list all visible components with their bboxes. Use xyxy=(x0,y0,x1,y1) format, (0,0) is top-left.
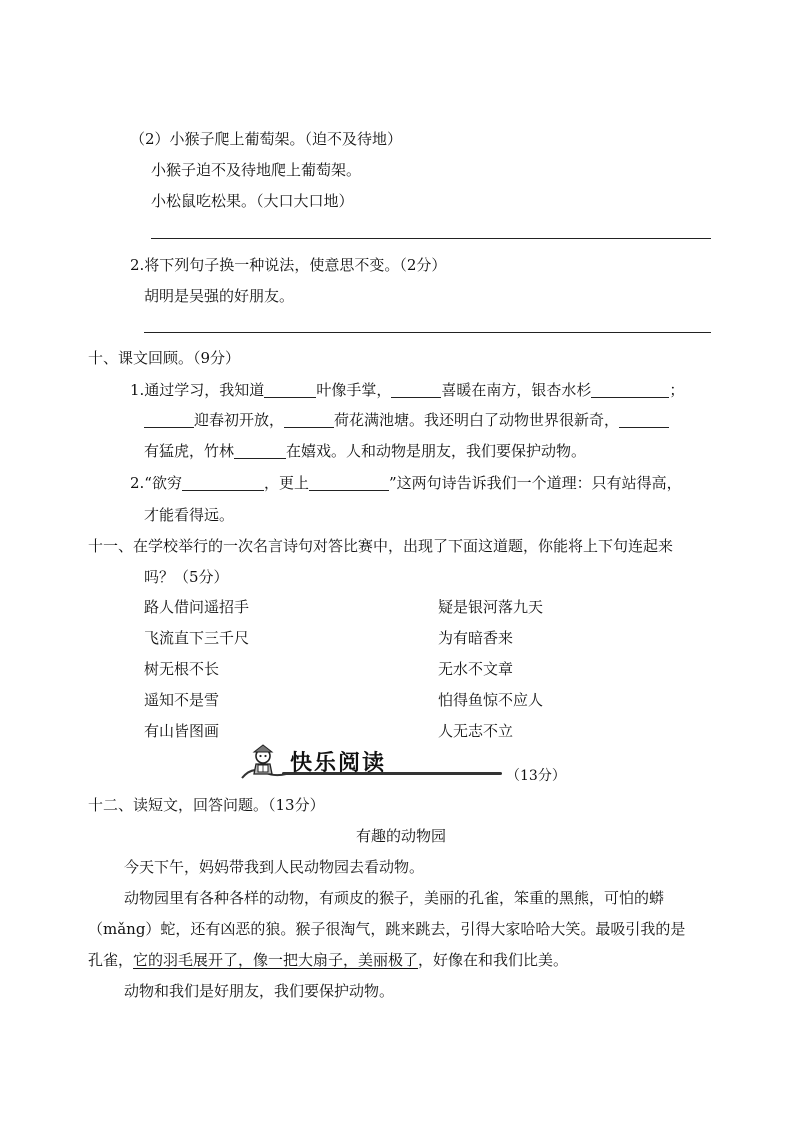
q9-example: 小猴子迫不及待地爬上葡萄架。 xyxy=(151,161,362,179)
q11-left-1[interactable]: 路人借问遥招手 xyxy=(144,598,250,616)
q10-line-1: 1.通过学习，我知道 叶像手掌， 喜暖在南方，银杏水杉 ； xyxy=(130,381,685,399)
section-banner xyxy=(238,744,568,784)
q12-paragraph-2-line-2: （mǎng）蛇，还有凶恶的狼。猴子很淘气，跳来跳去，引得大家哈哈大笑。最吸引我的是 xyxy=(88,920,686,938)
q10-blank-4[interactable] xyxy=(144,411,194,428)
q10-line-3: 有猛虎，竹林 在嬉戏。人和动物是朋友，我们要保护动物。 xyxy=(144,442,587,460)
q9-answer-line[interactable] xyxy=(151,238,711,239)
q10-blank-3[interactable] xyxy=(591,381,669,398)
q11-left-5[interactable]: 有山皆图画 xyxy=(144,722,220,740)
q12-paragraph-1: 今天下午，妈妈带我到人民动物园去看动物。 xyxy=(124,858,425,876)
q11-right-2[interactable]: 为有暗香来 xyxy=(438,629,514,647)
reading-mascot-icon xyxy=(238,744,288,784)
q12-underlined-sentence: 它的羽毛展开了，像一把大扇子，美丽极了 xyxy=(133,951,419,969)
q10-blank-8[interactable] xyxy=(182,474,264,491)
q9-item2: （2）小猴子爬上葡萄架。（迫不及待地） xyxy=(130,130,403,148)
q12-paragraph-2-line-1: 动物园里有各种各样的动物，有顽皮的猴子，美丽的孔雀，笨重的黑熊，可怕的蟒 xyxy=(124,889,665,907)
q10-line-4: 2.“欲穷 ，更上 ”这两句诗告诉我们一个道理：只有站得高， xyxy=(130,474,682,492)
q10-line-5: 才能看得远。 xyxy=(144,506,235,524)
q11-left-3[interactable]: 树无根不长 xyxy=(144,660,220,678)
q10-blank-9[interactable] xyxy=(309,474,389,491)
q12-heading: 十二、读短文，回答问题。（13分） xyxy=(88,796,325,814)
banner-score: （13分） xyxy=(506,768,566,784)
q10-blank-2[interactable] xyxy=(391,381,441,398)
q11-right-5[interactable]: 人无志不立 xyxy=(438,722,514,740)
q12-passage-title: 有趣的动物园 xyxy=(356,827,447,845)
q10-blank-1[interactable] xyxy=(264,381,316,398)
q11-left-2[interactable]: 飞流直下三千尺 xyxy=(144,629,250,647)
q10-heading: 十、课文回顾。（9分） xyxy=(88,349,241,367)
q11-right-1[interactable]: 疑是银河落九天 xyxy=(438,598,544,616)
q10-blank-5[interactable] xyxy=(284,411,334,428)
q11-right-3[interactable]: 无水不文章 xyxy=(438,660,514,678)
q9-q2-sentence: 胡明是吴强的好朋友。 xyxy=(144,287,295,305)
q12-paragraph-2-line-3: 孔雀，它的羽毛展开了，像一把大扇子，美丽极了，好像在和我们比美。 xyxy=(88,951,569,969)
q10-blank-6[interactable] xyxy=(619,411,669,428)
q11-heading-cont: 吗？（5分） xyxy=(144,568,229,586)
q11-heading: 十一、在学校举行的一次名言诗句对答比赛中，出现了下面这道题，你能将上下句连起来 xyxy=(88,537,674,555)
q9-q2-prompt: 2.将下列句子换一种说法，使意思不变。（2分） xyxy=(130,256,447,274)
q10-line-2: 迎春初开放， 荷花满池塘。我还明白了动物世界很新奇， xyxy=(144,410,669,430)
q9-task: 小松鼠吃松果。（大口大口地） xyxy=(151,192,354,210)
q11-left-4[interactable]: 遥知不是雪 xyxy=(144,691,220,709)
banner-title: 快乐阅读 xyxy=(290,751,387,776)
q12-paragraph-3: 动物和我们是好朋友，我们要保护动物。 xyxy=(124,982,395,1000)
q10-blank-7[interactable] xyxy=(234,442,286,459)
q11-right-4[interactable]: 怕得鱼惊不应人 xyxy=(438,691,544,709)
q9-q2-answer-line[interactable] xyxy=(144,332,711,333)
